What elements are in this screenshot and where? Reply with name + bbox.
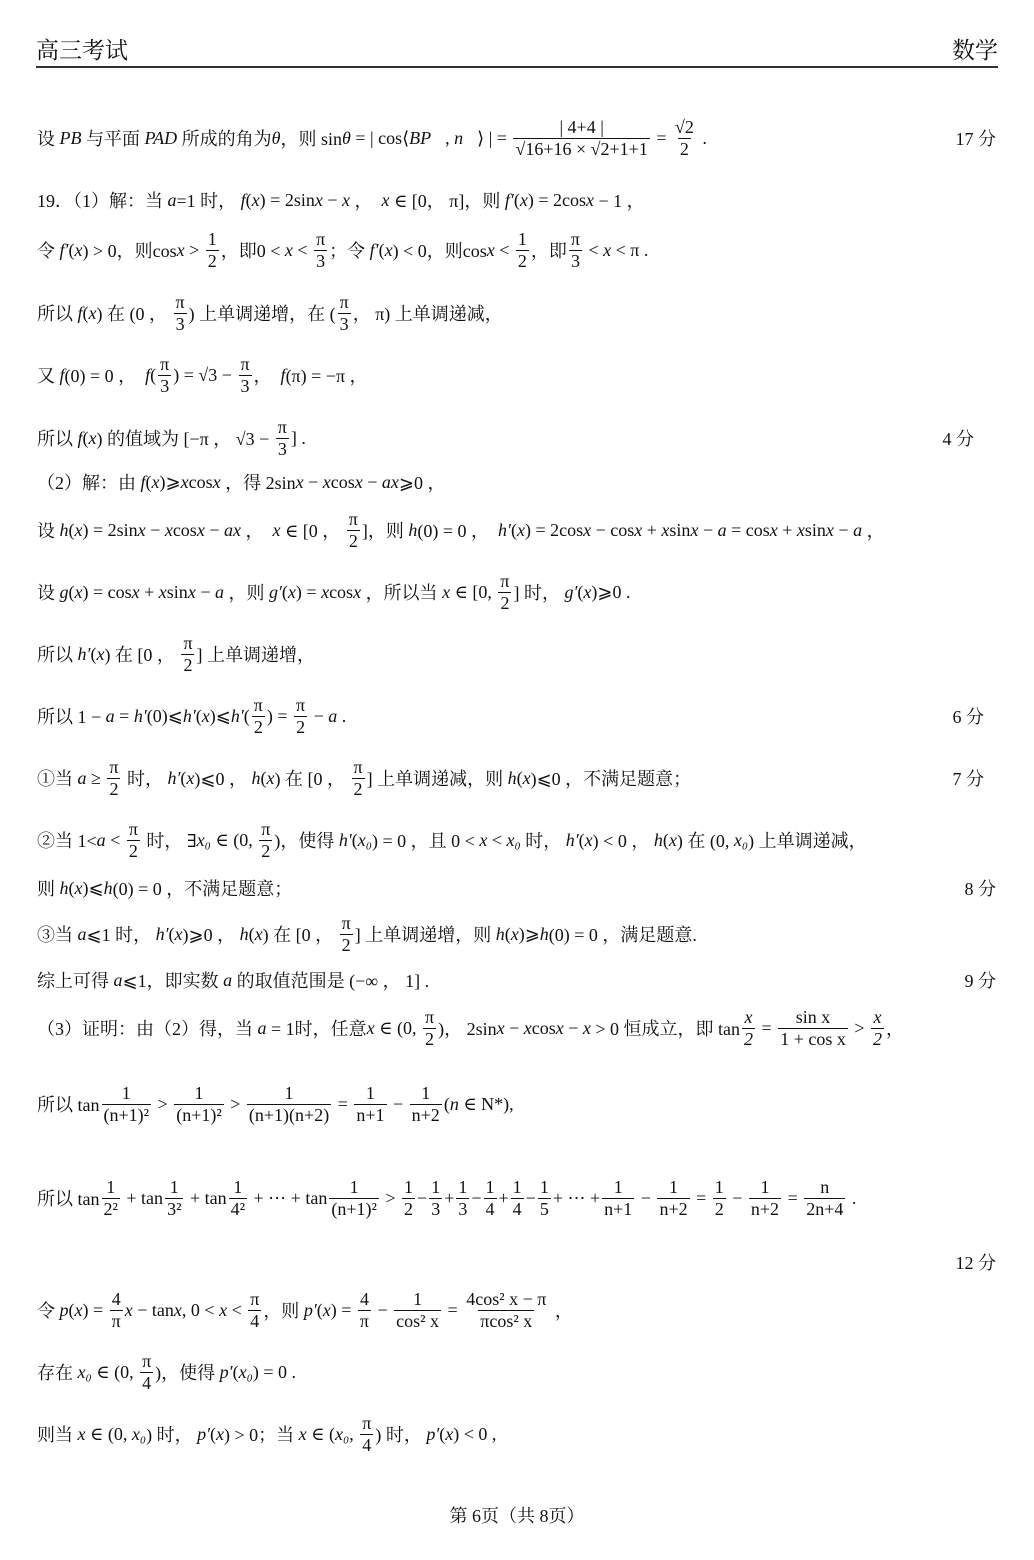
fraction: $\frac{1}{n+2}$ (750, 1176, 780, 1219)
fraction: $\frac{1}{5}$ (539, 1176, 549, 1219)
fraction: $\frac{\pi}{3}$ (339, 291, 349, 334)
solution-line: 设 PB 与平面 PAD 所成的角为 θ ，则 sin θ = | cos⟨ BP⃗ , n⃗ ⟩ | = $\frac{| 4+4 |}{√16+16 \times √2+1+1}$ = $\frac{√2}{2}$ . (37, 116, 707, 159)
fraction: $\frac{\pi}{3}$ (240, 353, 250, 396)
fraction: $\frac{\pi}{2}$ (341, 912, 351, 955)
fraction: $\frac{\pi}{3}$ (277, 416, 287, 459)
fraction: $\frac{1}{n+1}$ (604, 1176, 633, 1219)
fraction: $\frac{1}{4}$ (512, 1176, 522, 1219)
fraction: $\frac{x}{2}$ (873, 1006, 883, 1049)
fraction: $\frac{\pi}{2}$ (253, 694, 263, 737)
fraction: $\frac{1}{\text{3²}}$ (167, 1176, 182, 1219)
fraction: $\frac{\pi}{2}$ (424, 1006, 435, 1049)
fraction: $\frac{\pi}{2}$ (296, 694, 306, 737)
fraction: $\frac{4}{\pi}$ (111, 1288, 121, 1331)
solution-line: 所以 f ( x ) 的值域为 [−π ， √3 − $\frac{\pi}{3}$ ] . (37, 416, 306, 459)
score-mark: 6 分 (952, 707, 984, 727)
fraction: $\frac{\pi}{4}$ (362, 1412, 372, 1455)
fraction: $\frac{4}{\pi}$ (359, 1288, 369, 1331)
solution-line: （3）证明：由（2）得，当 a = 1时，任意 x ∈ (0, $\frac{\pi}{2}$ )， 2sin x − x cos x − x > 0 恒成立，即 tan $\frac{x}{2}$ = $\frac{\text{sin x}}{\text{1 + cos x}}$ > $\frac{x}{2}$ ， (37, 1006, 905, 1049)
solution-line: 则 h ( x )⩽ h (0) = 0 ，不满足题意； (37, 877, 293, 899)
fraction: $\frac{1}{\text{(n+1)²}}$ (103, 1082, 150, 1125)
solution-line: 所以 1 − a = h′ (0)⩽ h′ ( x )⩽ h′ ( $\frac{\pi}{2}$ ) = $\frac{\pi}{2}$ − a . (37, 694, 347, 737)
fraction: $\frac{\pi}{4}$ (250, 1288, 260, 1331)
fraction: $\frac{\pi}{2}$ (183, 632, 193, 675)
fraction: $\frac{1}{3}$ (431, 1176, 441, 1219)
solution-line: ②当 1< a < $\frac{\pi}{2}$ 时， ∃ x₀ ∈ (0, $\frac{\pi}{2}$ )，使得 h′ ( x₀ ) = 0 ，且 0 < x < x₀ 时， h′ ( x ) < 0 ， h ( x ) 在 (0, x₀ ) 上单调递减， (37, 818, 867, 861)
solution-line: 所以 tan $\frac{1}{\text{2²}}$ + tan $\frac{1}{\text{3²}}$ + tan $\frac{1}{\text{4²}}$ + ⋯ + tan $\frac{1}{\text{(n+1)²}}$ > $\frac{1}{2}$ − $\frac{1}{3}$ + $\frac{1}{3}$ − $\frac{1}{4}$ + $\frac{1}{4}$ − $\frac{1}{5}$ + ⋯ + $\frac{1}{n+1}$ − $\frac{1}{n+2}$ = $\frac{1}{2}$ − $\frac{1}{n+2}$ = $\frac{n}{2n+4}$ . (37, 1176, 857, 1219)
fraction: $\frac{\pi}{3}$ (570, 228, 580, 271)
solution-line: 所以 tan $\frac{1}{\text{(n+1)²}}$ > $\frac{1}{\text{(n+1)²}}$ > $\frac{1}{(n+1)(n+2)}$ = $\frac{1}{n+1}$ − $\frac{1}{n+2}$ ( n ∈ N*), (37, 1082, 514, 1125)
exam-title: 高三考试 (36, 38, 128, 63)
fraction: $\frac{\pi}{2}$ (500, 570, 510, 613)
fraction: $\frac{1}{\text{(n+1)²}}$ (331, 1176, 377, 1219)
fraction: $\frac{1}{n+2}$ (659, 1176, 688, 1219)
fraction: $\frac{1}{(n+1)(n+2)}$ (248, 1082, 330, 1125)
solution-line: 又 f (0) = 0 ， f ( $\frac{\pi}{3}$ ) = √3 − $\frac{\pi}{3}$ ， f (π) = −π ， (37, 353, 368, 396)
fraction: $\frac{n}{2n+4}$ (806, 1176, 844, 1219)
fraction: $\frac{\text{4cos² x − π}}{\text{πcos² x}}$ (466, 1288, 547, 1331)
solution-line: 存在 x₀ ∈ (0, $\frac{\pi}{4}$ )，使得 p′ ( x₀ ) = 0 . (37, 1350, 297, 1393)
fraction: $\frac{1}{2}$ (714, 1176, 724, 1219)
score-mark: 9 分 (964, 971, 996, 991)
fraction: $\frac{1}{2}$ (517, 228, 527, 271)
solution-line: ①当 a ≥ $\frac{\pi}{2}$ 时， h′ ( x )⩽0 ， h ( x ) 在 [0 ， $\frac{\pi}{2}$ ] 上单调递减，则 h ( x )⩽0 ，不满足题意； (37, 756, 692, 799)
fraction: $\frac{1}{3}$ (458, 1176, 468, 1219)
solution-line: 令 p ( x ) = $\frac{4}{\pi}$ x − tan x , 0 < x < $\frac{\pi}{4}$ ，则 p′ ( x ) = $\frac{4}{\pi}$ − $\frac{1}{\text{cos² x}}$ = $\frac{\text{4cos² x − π}}{\text{πcos² x}}$ ， (37, 1288, 573, 1331)
fraction: $\frac{| 4+4 |}{√16+16 \times √2+1+1}$ (515, 116, 648, 159)
page-number: 第 6页（共 8页） (449, 1506, 585, 1526)
score-mark: 12 分 (955, 1253, 996, 1273)
solution-line: 所以 h′ ( x ) 在 [0 ， $\frac{\pi}{2}$ ] 上单调递增， (37, 632, 316, 675)
solution-line: （2）解：由 f ( x )⩾ x cos x ，得 2sin x − x cos x − ax ⩾0 ， (37, 471, 446, 493)
fraction: $\frac{√2}{2}$ (674, 116, 694, 159)
fraction: $\frac{1}{\text{2²}}$ (103, 1176, 118, 1219)
solution-line: 综上可得 a ⩽1，即实数 a 的取值范围是 (−∞ ， 1] . (37, 969, 430, 991)
fraction: $\frac{\text{sin x}}{\text{1 + cos x}}$ (780, 1006, 846, 1049)
fraction: $\frac{\pi}{2}$ (128, 818, 138, 861)
fraction: $\frac{\pi}{3}$ (316, 228, 326, 271)
fraction: $\frac{1}{n+2}$ (411, 1082, 440, 1125)
fraction: $\frac{1}{\text{cos² x}}$ (396, 1288, 440, 1331)
fraction: $\frac{\pi}{2}$ (109, 756, 119, 799)
fraction: $\frac{1}{2}$ (404, 1176, 414, 1219)
page-header (36, 30, 998, 68)
score-mark: 8 分 (964, 879, 996, 899)
solution-line: 设 g ( x ) = cos x + x sin x − a ，则 g′ ( x ) = x cos x ，所以当 x ∈ [0, $\frac{\pi}{2}$ ] 时， g′ ( x )⩾0 . (37, 570, 631, 613)
solution-line: 令 f′ ( x ) > 0，则cos x > $\frac{1}{2}$ ，即0 < x < $\frac{\pi}{3}$ ；令 f′ ( x ) < 0，则cos x < $\frac{1}{2}$ ，即 $\frac{\pi}{3}$ < x < π . (37, 228, 649, 271)
solution-line: 则当 x ∈ (0, x₀ ) 时， p′ ( x ) > 0；当 x ∈ ( x₀ , $\frac{\pi}{4}$ ) 时， p′ ( x ) < 0 , (37, 1412, 497, 1455)
solution-line: 设 h ( x ) = 2sin x − x cos x − ax ， x ∈ [0 ， $\frac{\pi}{2}$ ]，则 h (0) = 0 ， h′ ( x ) = 2cos x − cos x + x sin x − a = cos x + x sin x − a ， (37, 508, 885, 551)
fraction: $\frac{\pi}{3}$ (175, 291, 185, 334)
solution-line: ③当 a ⩽1 时， h′ ( x )⩾0 ， h ( x ) 在 [0 ， $\frac{\pi}{2}$ ] 上单调递增，则 h ( x )⩾ h (0) = 0 ，满足题意. (37, 912, 697, 955)
score-mark: 17 分 (955, 129, 996, 149)
fraction: $\frac{\pi}{2}$ (261, 818, 271, 861)
fraction: $\frac{x}{2}$ (744, 1006, 754, 1049)
solution-line: 所以 f ( x ) 在 (0 ， $\frac{\pi}{3}$ ) 上单调递增，在 ( $\frac{\pi}{3}$ ， π) 上单调递减， (37, 291, 503, 334)
fraction: $\frac{\pi}{2}$ (348, 508, 358, 551)
fraction: $\frac{\pi}{3}$ (160, 353, 170, 396)
solution-line: 19．（1）解：当 a =1 时， f ( x ) = 2sin x − x ， x ∈ [0， π]，则 f′ ( x ) = 2cos x − 1 ， (37, 189, 645, 211)
subject-title: 数学 (952, 38, 998, 63)
fraction: $\frac{1}{n+1}$ (356, 1082, 385, 1125)
fraction: $\frac{\pi}{2}$ (353, 756, 363, 799)
fraction: $\frac{1}{2}$ (207, 228, 217, 271)
fraction: $\frac{1}{\text{(n+1)²}}$ (176, 1082, 222, 1125)
fraction: $\frac{1}{\text{4²}}$ (230, 1176, 246, 1219)
fraction: $\frac{1}{4}$ (485, 1176, 495, 1219)
fraction: $\frac{\pi}{4}$ (142, 1350, 152, 1393)
score-mark: 7 分 (952, 769, 984, 789)
score-mark: 4 分 (942, 429, 974, 449)
